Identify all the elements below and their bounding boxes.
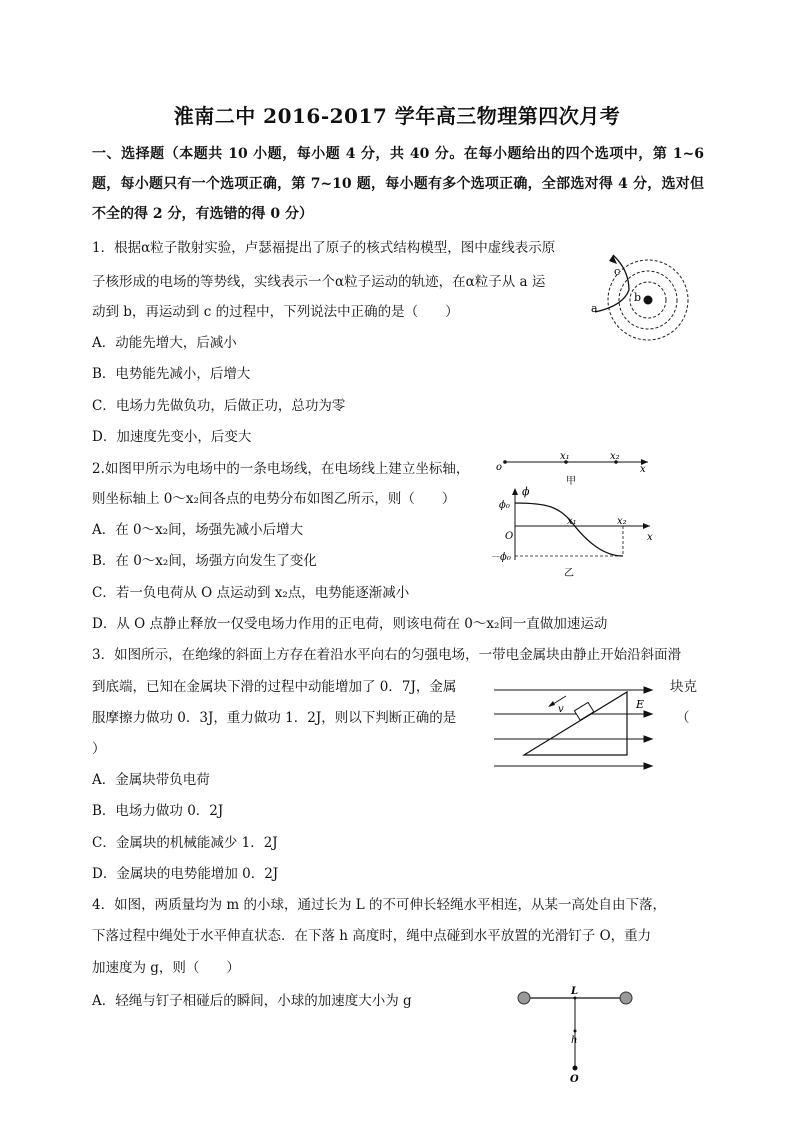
q1-stem-line-1: 1．根据α粒子散射实验，卢瑟福提出了原子的核式结构模型，图中虚线表示原 xyxy=(92,240,556,256)
q1-option-a: A．动能先增大，后减小 xyxy=(92,335,237,351)
label-L: L xyxy=(571,986,579,997)
label-c: c xyxy=(614,265,621,278)
yi-caption: 乙 xyxy=(564,568,574,579)
page-title: 淮南二中 2016-2017 学年高三物理第四次月考 xyxy=(173,104,621,128)
jia-label-o: o xyxy=(496,462,503,473)
yi-label-phi0: ϕ₀ xyxy=(499,500,510,511)
q1-figure-scattering xyxy=(585,240,695,350)
q3-stem-line-3-tail: （ xyxy=(676,710,690,726)
q3-stem-line-1: 3．如图所示，在绝缘的斜面上方存在着沿水平向右的匀强电场，一带电金属块由静止开始沿斜面滑 xyxy=(92,647,682,663)
q3-option-b: B．电场力做功 0．2J xyxy=(92,803,224,819)
section-instructions: 一、选择题（本题共 10 小题，每小题 4 分，共 40 分。在每小题给出的四个选项中，第 1~6 题，每小题只有一个选项正确，第 7~10 题，每小题有多个选项正确，全部选对得 4 分，选对但不全的得 2 分，有选错的得 0 分） xyxy=(92,146,704,222)
q3-option-a: A．金属块带负电荷 xyxy=(92,772,210,788)
q3-option-d: D．金属块的电势能增加 0．2J xyxy=(92,866,279,882)
q2-option-c: C．若一负电荷从 O 点运动到 x₂点，电势能逐渐减小 xyxy=(92,585,410,601)
q1-stem-line-3: 动到 b，再运动到 c 的过程中，下列说法中正确的是（ ） xyxy=(92,304,459,320)
q1-option-b: B．电势能先减小，后增大 xyxy=(92,366,251,382)
yi-label-x1: x₁ xyxy=(567,516,577,527)
q1-option-c: C．电场力先做负功，后做正功，总功为零 xyxy=(92,398,346,414)
q3-stem-line-2-tail: 块克 xyxy=(670,679,697,695)
incline-triangle xyxy=(524,692,627,755)
q4-stem-line-2: 下落过程中绳处于水平伸直状态．在下落 h 高度时，绳中点碰到水平放置的光滑钉子 O，重力 xyxy=(92,928,652,944)
jia-caption: 甲 xyxy=(566,476,576,487)
q3-stem-line-3: 服摩擦力做功 0．3J，重力做功 1．2J，则以下判断正确的是 xyxy=(92,710,457,726)
q2-stem-line-2: 则坐标轴上 0～x₂间各点的电势分布如图乙所示，则（ ） xyxy=(92,491,456,507)
label-O: O xyxy=(570,1074,579,1085)
ball-right xyxy=(620,992,632,1004)
q2-stem-line-1: 2.如图甲所示为电场中的一条电场线，在电场线上建立坐标轴， xyxy=(92,461,470,477)
ball-left xyxy=(518,992,530,1004)
q3-option-c: C．金属块的机械能减少 1．2J xyxy=(92,835,278,851)
yi-label-x: x xyxy=(647,532,653,543)
jia-label-x: x xyxy=(640,464,646,475)
q2-option-b: B．在 0～x₂间，场强方向发生了变化 xyxy=(92,553,317,569)
q4-figure-balls-nail xyxy=(510,985,640,1085)
yi-label-phi: ϕ xyxy=(522,485,530,498)
q3-stem-line-4: ） xyxy=(92,741,106,757)
yi-label-origin: O xyxy=(505,531,514,542)
label-h: h xyxy=(571,1035,578,1046)
yi-label-negphi0: －ϕ₀ xyxy=(490,552,511,563)
q4-stem-line-1: 4．如图，两质量均为 m 的小球，通过长为 L 的不可伸长轻绳水平相连，从某一高处自由下落， xyxy=(92,897,667,913)
jia-label-x2: x₂ xyxy=(610,451,620,462)
q2-option-d: D．从 O 点静止释放一仅受电场力作用的正电荷，则该电荷在 0～x₂间一直做加速运动 xyxy=(92,616,608,632)
q1-option-d: D．加速度先变小，后变大 xyxy=(92,429,252,445)
q1-stem-line-2: 子核形成的电场的等势线，实线表示一个α粒子运动的轨迹，在α粒子从 a 运 xyxy=(92,274,546,290)
q3-stem-line-2: 到底端，已知在金属块下滑的过程中动能增加了 0．7J，金属 xyxy=(92,679,457,695)
q4-option-a: A．轻绳与钉子相碰后的瞬间，小球的加速度大小为 g xyxy=(92,993,412,1009)
jia-label-x1: x₁ xyxy=(560,451,570,462)
potential-curve xyxy=(515,503,623,556)
label-a: a xyxy=(591,302,598,315)
nail-O xyxy=(573,1066,578,1071)
yi-label-x2: x₂ xyxy=(617,516,627,527)
label-E: E xyxy=(636,698,645,711)
nucleus-dot xyxy=(644,296,653,305)
label-b: b xyxy=(634,291,642,304)
q2-figure-potential xyxy=(490,448,660,583)
q4-stem-line-3: 加速度为 g，则（ ） xyxy=(92,960,240,976)
metal-block xyxy=(574,702,593,720)
q3-figure-incline xyxy=(492,682,662,777)
q2-option-a: A．在 0～x₂间，场强先减小后增大 xyxy=(92,522,304,538)
label-v: v xyxy=(558,704,564,715)
